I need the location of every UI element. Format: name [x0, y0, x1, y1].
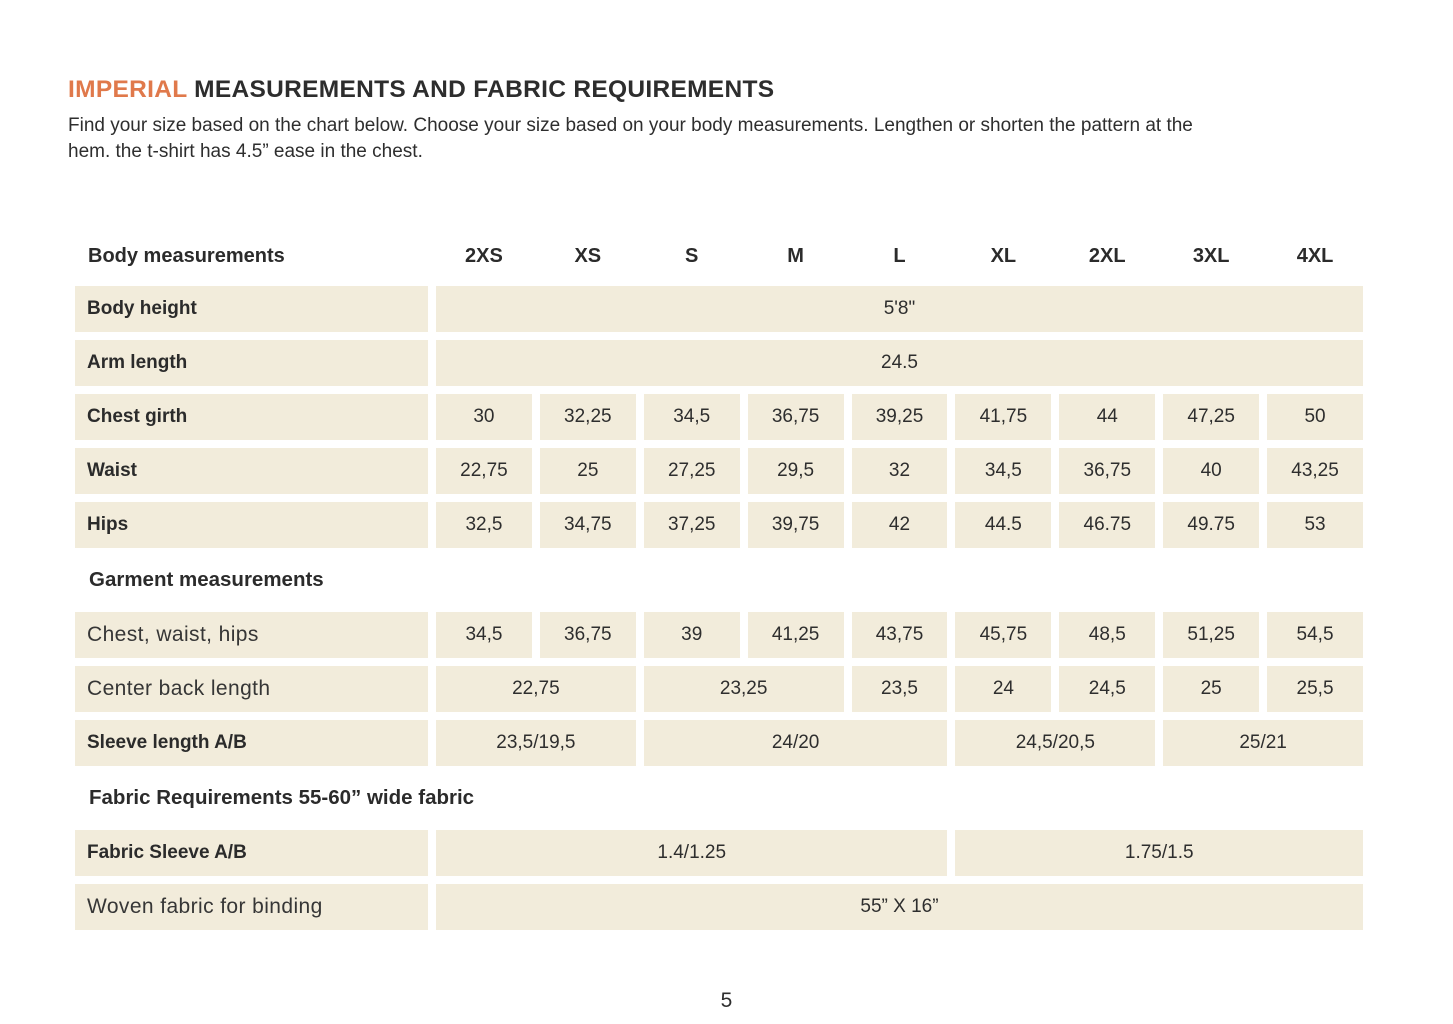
value-cell: 39,75 — [748, 502, 844, 548]
intro-paragraph — [68, 113, 1384, 165]
value-cell: 34,5 — [955, 448, 1051, 494]
table-column-header-label: Body measurements — [88, 244, 285, 267]
value-cell: 1.4/1.25 — [436, 830, 947, 876]
title-highlight: IMPERIAL — [68, 76, 188, 103]
value-cell: 36,75 — [748, 394, 844, 440]
row-label: Woven fabric for binding — [75, 884, 428, 930]
value-cell: 41,25 — [748, 612, 844, 658]
row-label: Arm length — [75, 340, 428, 386]
value-cell: 32,5 — [436, 502, 532, 548]
size-column-header: 4XL — [1296, 244, 1334, 267]
value-cell: 24,5/20,5 — [955, 720, 1155, 766]
value-cell: 48,5 — [1059, 612, 1155, 658]
value-cell: 32,25 — [540, 394, 636, 440]
value-cell: 30 — [436, 394, 532, 440]
value-cell: 55” X 16” — [436, 884, 1363, 930]
value-cell: 42 — [852, 502, 948, 548]
value-cell: 5'8" — [436, 286, 1363, 332]
value-cell: 50 — [1267, 394, 1363, 440]
row-label: Waist — [75, 448, 428, 494]
intro-line-2: hem. the t-shirt has 4.5” ease in the chest. — [68, 141, 423, 162]
value-cell: 39,25 — [852, 394, 948, 440]
size-column-header: 2XS — [465, 244, 503, 267]
size-column-header: 3XL — [1192, 244, 1230, 267]
value-cell: 22,75 — [436, 666, 636, 712]
row-label: Hips — [75, 502, 428, 548]
size-column-header: XL — [990, 244, 1017, 267]
value-cell: 39 — [644, 612, 740, 658]
value-cell: 27,25 — [644, 448, 740, 494]
value-cell: 40 — [1163, 448, 1259, 494]
value-cell: 47,25 — [1163, 394, 1259, 440]
value-cell: 44.5 — [955, 502, 1051, 548]
page-title — [68, 76, 1384, 104]
value-cell: 25 — [1163, 666, 1259, 712]
section-heading: Fabric Requirements 55-60” wide fabric — [89, 786, 475, 809]
row-label: Fabric Sleeve A/B — [75, 830, 428, 876]
header-block — [68, 76, 1384, 165]
value-cell: 25/21 — [1163, 720, 1363, 766]
value-cell: 51,25 — [1163, 612, 1259, 658]
title-rest: MEASUREMENTS AND FABRIC REQUIREMENTS — [194, 76, 775, 103]
value-cell: 32 — [852, 448, 948, 494]
row-label: Chest girth — [75, 394, 428, 440]
value-cell: 54,5 — [1267, 612, 1363, 658]
measurement-table — [75, 234, 1363, 930]
size-column-header: S — [685, 244, 699, 267]
value-cell: 41,75 — [955, 394, 1051, 440]
value-cell: 43,25 — [1267, 448, 1363, 494]
value-cell: 53 — [1267, 502, 1363, 548]
value-cell: 23,5/19,5 — [436, 720, 636, 766]
value-cell: 36,75 — [540, 612, 636, 658]
value-cell: 1.75/1.5 — [955, 830, 1363, 876]
value-cell: 36,75 — [1059, 448, 1155, 494]
value-cell: 29,5 — [748, 448, 844, 494]
value-cell: 24.5 — [436, 340, 1363, 386]
value-cell: 34,5 — [644, 394, 740, 440]
value-cell: 24/20 — [644, 720, 948, 766]
row-label: Chest, waist, hips — [75, 612, 428, 658]
value-cell: 24 — [955, 666, 1051, 712]
value-cell: 45,75 — [955, 612, 1051, 658]
value-cell: 43,75 — [852, 612, 948, 658]
size-column-header: M — [787, 244, 804, 267]
value-cell: 46.75 — [1059, 502, 1155, 548]
value-cell: 37,25 — [644, 502, 740, 548]
value-cell: 23,5 — [852, 666, 948, 712]
row-label: Sleeve length A/B — [75, 720, 428, 766]
value-cell: 22,75 — [436, 448, 532, 494]
row-label: Body height — [75, 286, 428, 332]
value-cell: 34,5 — [436, 612, 532, 658]
size-column-header: XS — [574, 244, 602, 267]
size-column-header: L — [893, 244, 906, 267]
value-cell: 24,5 — [1059, 666, 1155, 712]
value-cell: 49.75 — [1163, 502, 1259, 548]
row-label: Center back length — [75, 666, 428, 712]
size-column-header: 2XL — [1088, 244, 1126, 267]
value-cell: 44 — [1059, 394, 1155, 440]
section-heading: Garment measurements — [89, 568, 324, 591]
intro-line-1: Find your size based on the chart below. Choose your size based on your body measurements. Lengthen or shorten the pattern at the — [68, 115, 1193, 136]
value-cell: 25,5 — [1267, 666, 1363, 712]
value-cell: 23,25 — [644, 666, 844, 712]
value-cell: 34,75 — [540, 502, 636, 548]
page-number: 5 — [720, 989, 733, 1012]
value-cell: 25 — [540, 448, 636, 494]
